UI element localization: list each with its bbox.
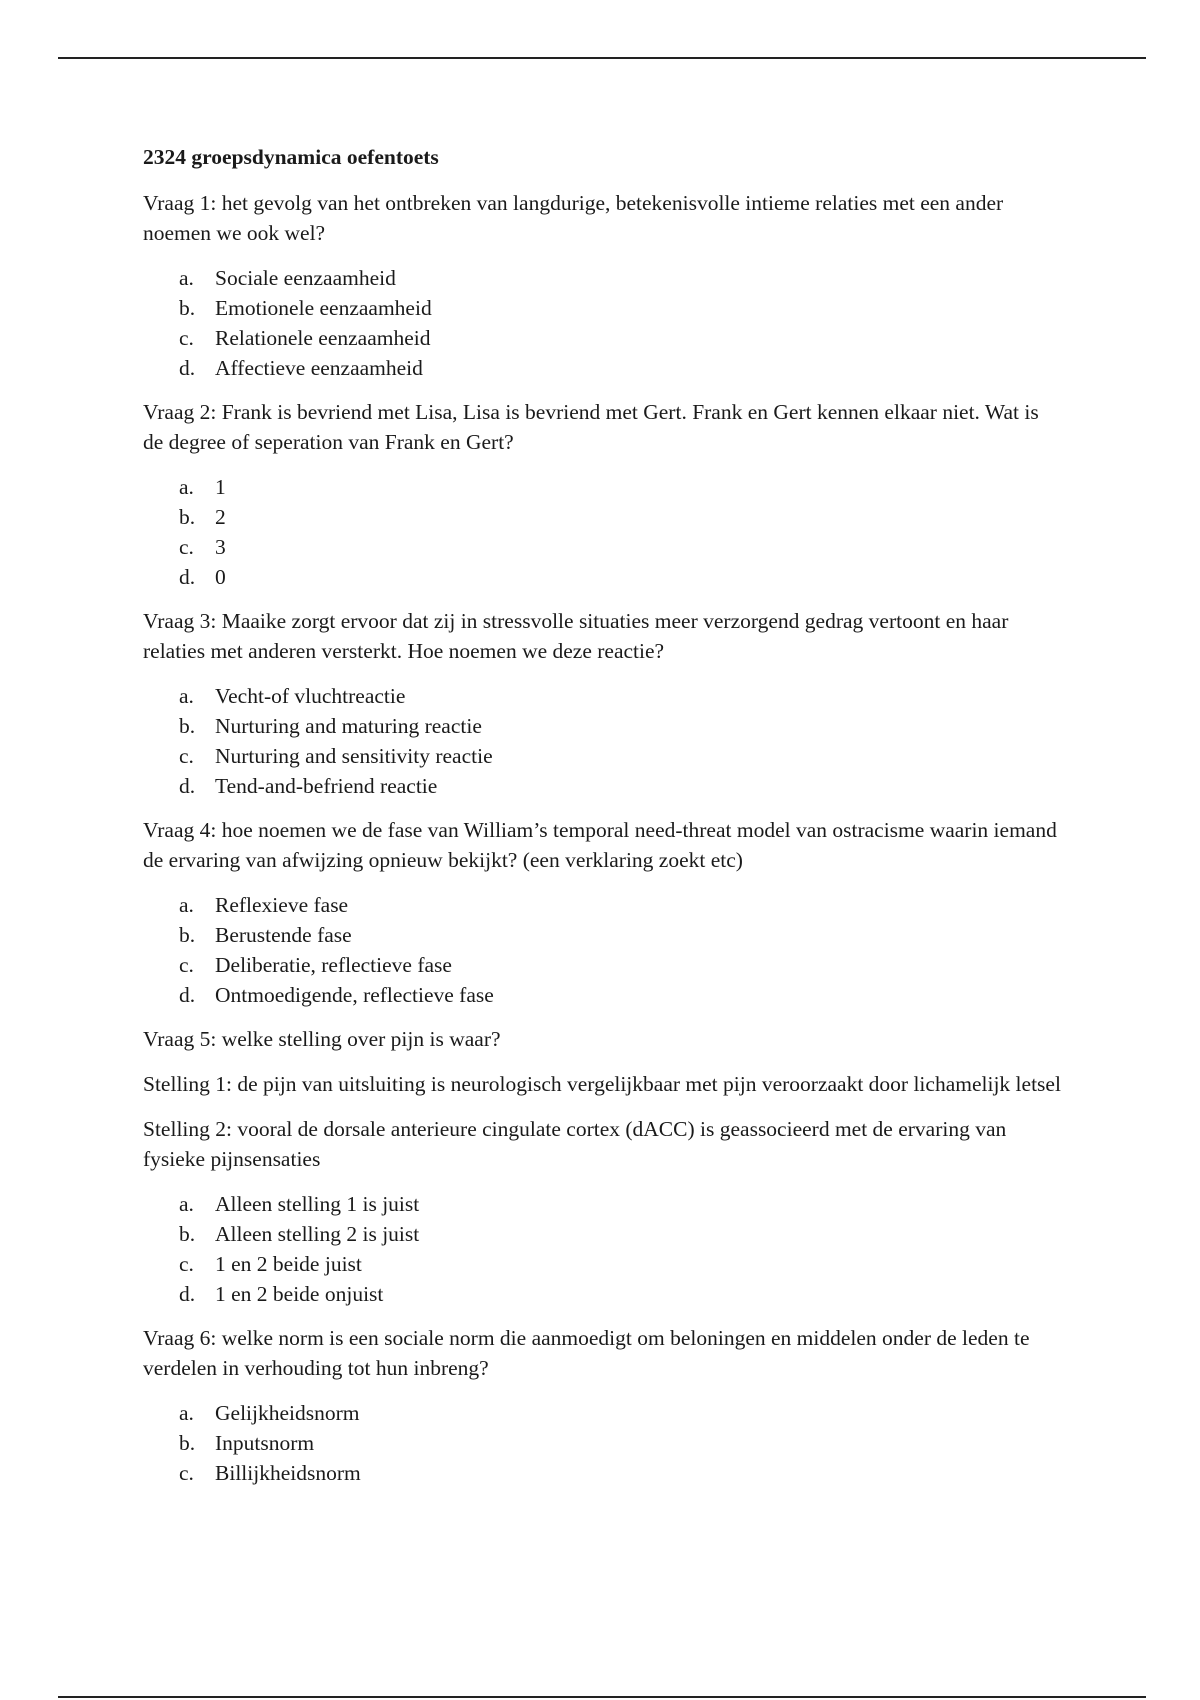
option-text: Sociale eenzaamheid	[215, 266, 396, 290]
page-title: 2324 groepsdynamica oefentoets	[143, 145, 439, 169]
question-text: Vraag 4: hoe noemen we de fase van William’s temporal need-threat model van ostracisme waarin iemand de ervaring van afwijzing opnieuw bekijkt? (een verklaring zoekt etc)	[143, 818, 1057, 872]
option-text: Alleen stelling 1 is juist	[215, 1192, 420, 1216]
answer-options	[143, 890, 1063, 1010]
option-text: Vecht-of vluchtreactie	[215, 684, 406, 708]
option-letter: c.	[179, 1252, 194, 1276]
answer-option	[179, 293, 1063, 323]
answer-option	[179, 532, 1063, 562]
statement-text: Stelling 2: vooral de dorsale anterieure cingulate cortex (dACC) is geassocieerd met de ervaring van fysieke pijnsensaties	[143, 1117, 1007, 1171]
option-letter: d.	[179, 1282, 196, 1306]
answer-option	[179, 263, 1063, 293]
option-text: Relationele eenzaamheid	[215, 326, 431, 350]
option-letter: c.	[179, 535, 194, 559]
statement-text: Stelling 1: de pijn van uitsluiting is neurologisch vergelijkbaar met pijn veroorzaakt door lichamelijk letsel	[143, 1072, 1061, 1096]
option-text: Reflexieve fase	[215, 893, 349, 917]
option-letter: a.	[179, 475, 194, 499]
option-text: 2	[215, 505, 226, 529]
answer-option	[179, 1249, 1063, 1279]
option-text: 3	[215, 535, 226, 559]
option-letter: c.	[179, 744, 194, 768]
answer-options	[143, 472, 1063, 592]
answer-option	[179, 502, 1063, 532]
option-letter: a.	[179, 893, 194, 917]
option-letter: b.	[179, 714, 196, 738]
option-letter: a.	[179, 684, 194, 708]
option-letter: d.	[179, 356, 196, 380]
answer-option	[179, 741, 1063, 771]
option-text: Alleen stelling 2 is juist	[215, 1222, 420, 1246]
answer-option	[179, 980, 1063, 1010]
question-text: Vraag 6: welke norm is een sociale norm die aanmoedigt om beloningen en middelen onder de leden te verdelen in verhouding tot hun inbreng?	[143, 1326, 1030, 1380]
option-text: 1 en 2 beide onjuist	[215, 1282, 384, 1306]
option-letter: c.	[179, 953, 194, 977]
question-list	[143, 188, 1063, 1488]
answer-option	[179, 1458, 1063, 1488]
answer-options	[143, 263, 1063, 383]
answer-option	[179, 472, 1063, 502]
option-letter: a.	[179, 1401, 194, 1425]
option-text: Tend-and-befriend reactie	[215, 774, 438, 798]
option-letter: a.	[179, 266, 194, 290]
answer-option	[179, 920, 1063, 950]
answer-option	[179, 771, 1063, 801]
answer-option	[179, 562, 1063, 592]
answer-options	[143, 1189, 1063, 1309]
option-letter: d.	[179, 565, 196, 589]
option-text: Deliberatie, reflectieve fase	[215, 953, 452, 977]
answer-option	[179, 353, 1063, 383]
answer-option	[179, 681, 1063, 711]
answer-option	[179, 1428, 1063, 1458]
option-letter: b.	[179, 923, 196, 947]
document-body	[143, 142, 1063, 1502]
bottom-rule	[58, 1696, 1146, 1698]
answer-option	[179, 1219, 1063, 1249]
option-text: Inputsnorm	[215, 1431, 315, 1455]
option-text: Billijkheidsnorm	[215, 1461, 361, 1485]
answer-option	[179, 950, 1063, 980]
option-text: 1	[215, 475, 226, 499]
answer-options	[143, 1398, 1063, 1488]
top-rule	[58, 57, 1146, 59]
option-text: Nurturing and sensitivity reactie	[215, 744, 493, 768]
option-letter: b.	[179, 505, 196, 529]
option-text: Ontmoedigende, reflectieve fase	[215, 983, 494, 1007]
option-text: Nurturing and maturing reactie	[215, 714, 482, 738]
option-letter: b.	[179, 296, 196, 320]
option-text: Berustende fase	[215, 923, 352, 947]
option-text: Affectieve eenzaamheid	[215, 356, 423, 380]
option-text: 1 en 2 beide juist	[215, 1252, 362, 1276]
answer-option	[179, 890, 1063, 920]
option-letter: d.	[179, 774, 196, 798]
option-letter: b.	[179, 1222, 196, 1246]
option-text: Gelijkheidsnorm	[215, 1401, 360, 1425]
question-text: Vraag 2: Frank is bevriend met Lisa, Lisa is bevriend met Gert. Frank en Gert kennen elkaar niet. Wat is de degree of seperation van Frank en Gert?	[143, 400, 1039, 454]
answer-option	[179, 323, 1063, 353]
option-letter: c.	[179, 326, 194, 350]
option-letter: b.	[179, 1431, 196, 1455]
answer-option	[179, 711, 1063, 741]
option-letter: c.	[179, 1461, 194, 1485]
option-text: Emotionele eenzaamheid	[215, 296, 432, 320]
option-letter: d.	[179, 983, 196, 1007]
question-text: Vraag 1: het gevolg van het ontbreken van langdurige, betekenisvolle intieme relaties met een ander noemen we ook wel?	[143, 191, 1004, 245]
answer-option	[179, 1398, 1063, 1428]
answer-option	[179, 1279, 1063, 1309]
option-text: 0	[215, 565, 226, 589]
option-letter: a.	[179, 1192, 194, 1216]
answer-options	[143, 681, 1063, 801]
question-text: Vraag 3: Maaike zorgt ervoor dat zij in stressvolle situaties meer verzorgend gedrag vertoont en haar relaties met anderen versterkt. Hoe noemen we deze reactie?	[143, 609, 1009, 663]
answer-option	[179, 1189, 1063, 1219]
question-text: Vraag 5: welke stelling over pijn is waar?	[143, 1027, 501, 1051]
